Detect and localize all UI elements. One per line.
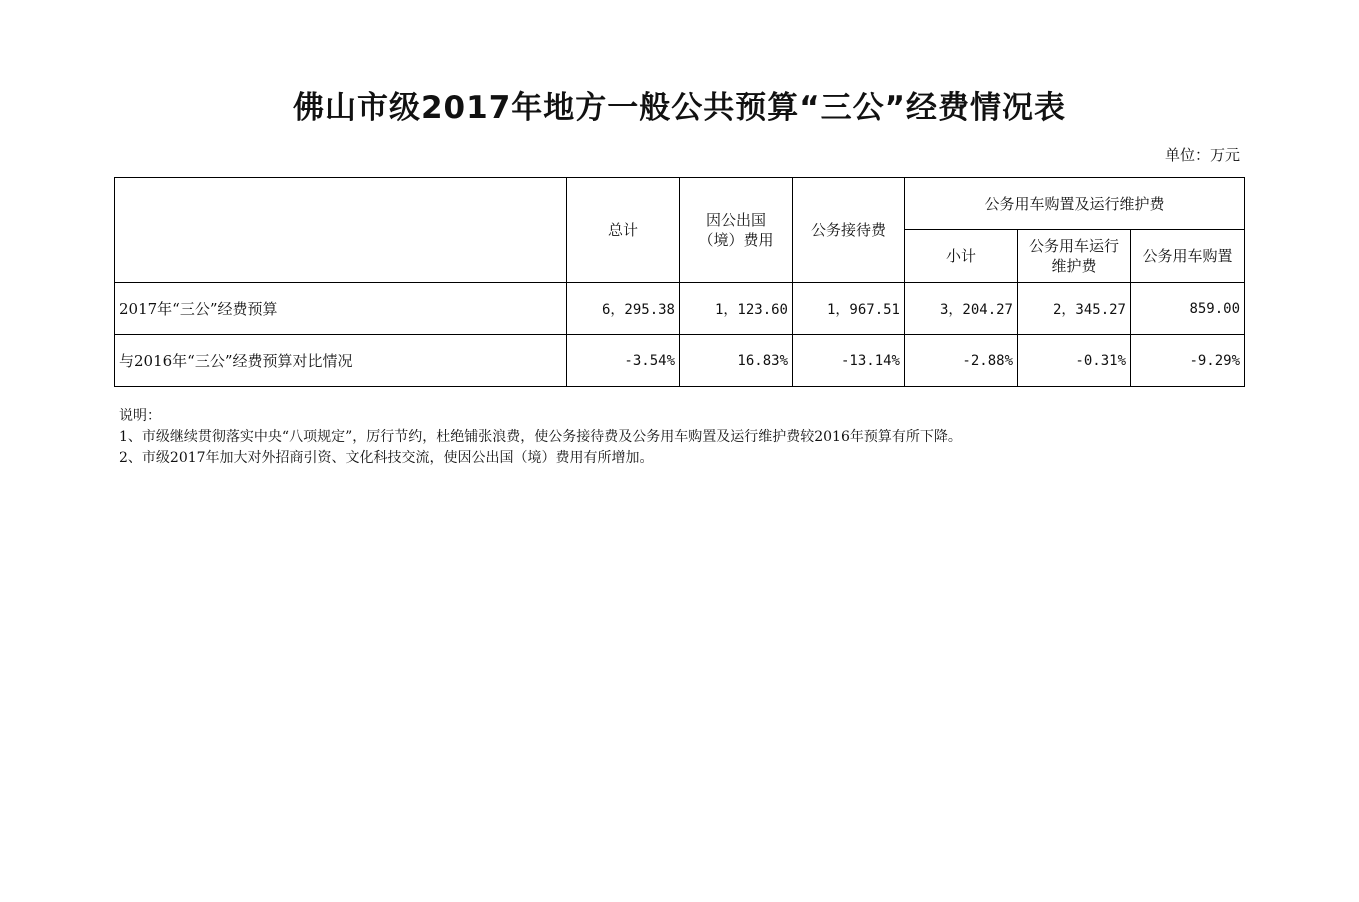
value-cell: 3，204.27 — [905, 283, 1018, 335]
note-item: 2、市级2017年加大对外招商引资、文化科技交流，使因公出国（境）费用有所增加。 — [119, 450, 654, 466]
budget-table — [114, 177, 1245, 387]
table-row — [115, 283, 1245, 335]
header-vehicle-operation — [1018, 230, 1131, 283]
notes-heading: 说明： — [119, 408, 161, 424]
value-cell: -3.54% — [567, 335, 680, 387]
row-label: 2017年“三公”经费预算 — [115, 283, 567, 335]
value-cell: 1，967.51 — [793, 283, 905, 335]
header-vehicle-group: 公务用车购置及运行维护费 — [905, 178, 1245, 230]
value-cell: -9.29% — [1131, 335, 1245, 387]
value-cell: -2.88% — [905, 335, 1018, 387]
note-item: 1、市级继续贯彻落实中央“八项规定”，厉行节约，杜绝铺张浪费，使公务接待费及公务用车购置及运行维护费较2016年预算有所下降。 — [119, 429, 962, 445]
header-total: 总计 — [567, 178, 680, 283]
header-row-1 — [115, 178, 1245, 230]
unit-label: 单位：万元 — [1164, 146, 1240, 164]
value-cell: -13.14% — [793, 335, 905, 387]
header-vehicle-purchase: 公务用车购置 — [1131, 230, 1245, 283]
header-vehicle-subtotal: 小计 — [905, 230, 1018, 283]
header-abroad — [680, 178, 793, 283]
row-label: 与2016年“三公”经费预算对比情况 — [115, 335, 567, 387]
notes-section — [119, 406, 962, 469]
header-vehicle-operation-text: 公务用车运行 维护费 — [1028, 237, 1119, 275]
value-cell: 859.00 — [1131, 283, 1245, 335]
header-reception: 公务接待费 — [793, 178, 905, 283]
value-cell: 1，123.60 — [680, 283, 793, 335]
value-cell: 2，345.27 — [1018, 283, 1131, 335]
header-blank-cell — [115, 178, 567, 283]
value-cell: 16.83% — [680, 335, 793, 387]
value-cell: -0.31% — [1018, 335, 1131, 387]
table-row — [115, 335, 1245, 387]
header-abroad-text: 因公出国 （境）费用 — [698, 211, 774, 249]
value-cell: 6，295.38 — [567, 283, 680, 335]
document-title: 佛山市级2017年地方一般公共预算“三公”经费情况表 — [292, 90, 1067, 126]
